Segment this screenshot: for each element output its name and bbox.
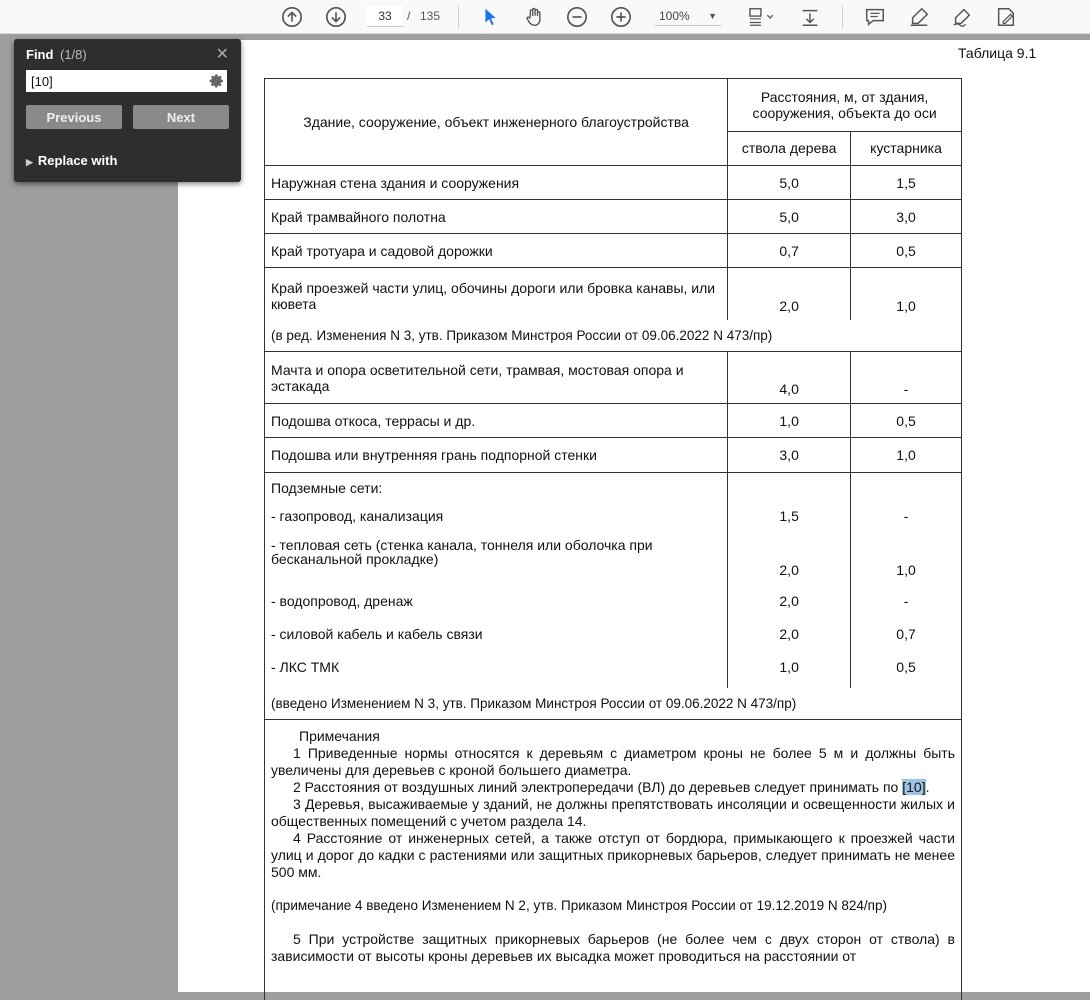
notes-section — [265, 720, 961, 965]
row-tree: 2,0 — [728, 268, 851, 320]
toolbar-divider — [842, 6, 843, 28]
row-name: Подошва или внутренняя грань подпорной стенки — [265, 438, 728, 473]
find-result-count: (1/8) — [60, 47, 87, 62]
comment-icon[interactable] — [861, 3, 889, 31]
page-separator: / — [407, 9, 411, 23]
zoom-value: 100% — [659, 8, 690, 23]
row-tree: 5,0 — [728, 200, 851, 234]
header-distance: Расстояния, м, от здания, сооружения, объекта до оси — [728, 79, 962, 132]
table-number: Таблица 9.1 — [958, 45, 1037, 61]
header-tree: ствола дерева — [728, 131, 851, 165]
table-row — [265, 404, 962, 438]
row-name: Край тротуара и садовой дорожки — [265, 234, 728, 268]
sub-name: - водопровод, дренаж — [271, 592, 413, 609]
sub-shrub: - — [903, 592, 909, 609]
sub-tree: 1,0 — [779, 658, 799, 675]
pdf-toolbar — [0, 0, 1090, 34]
sub-shrub: - — [903, 507, 909, 524]
sub-shrub: 0,7 — [896, 625, 916, 642]
row-name: Мачта и опора осветительной сети, трамвая, мостовая опора и эстакада — [265, 352, 728, 404]
sub-tree: 2,0 — [779, 592, 799, 609]
highlight-icon[interactable] — [905, 3, 933, 31]
notes-title: Примечания — [299, 728, 380, 744]
table-row — [265, 268, 962, 320]
zoom-in-icon[interactable] — [607, 3, 635, 31]
chevron-right-icon: ▶ — [26, 157, 33, 167]
header-shrub: кустарника — [851, 131, 962, 165]
next-button[interactable]: Next — [133, 105, 229, 129]
sub-tree: 2,0 — [779, 562, 799, 578]
table-row — [265, 473, 962, 688]
sub-tree: 1,5 — [779, 507, 799, 524]
gear-icon[interactable] — [209, 73, 225, 89]
row-shrub: - — [851, 352, 962, 404]
toolbar-divider — [458, 6, 459, 28]
note-1: 1 Приведенные нормы относятся к деревьям с диаметром кроны не более 5 м и должны быть увеличены для деревьев с кроной большего диаметра. — [271, 745, 955, 778]
page-number-input[interactable] — [367, 6, 403, 27]
header-object: Здание, сооружение, объект инженерного благоустройства — [265, 79, 728, 166]
sub-name: - газопровод, канализация — [271, 507, 444, 524]
row-amendment-note: (в ред. Изменения N 3, утв. Приказом Минстроя России от 09.06.2022 N 473/пр) — [265, 320, 962, 352]
row-shrub: 0,5 — [851, 234, 962, 268]
row-tree: 4,0 — [728, 352, 851, 404]
prev-page-icon[interactable] — [278, 3, 306, 31]
row-tree: 5,0 — [728, 166, 851, 200]
row-shrub: 0,5 — [851, 404, 962, 438]
search-input[interactable] — [26, 70, 227, 92]
underground-title: Подземные сети: — [271, 480, 383, 496]
replace-with-toggle[interactable] — [26, 153, 117, 168]
scroll-mode-icon[interactable] — [796, 3, 824, 31]
search-highlight[interactable]: [10] — [902, 779, 926, 795]
row-tree: 3,0 — [728, 438, 851, 473]
note-3: 3 Деревья, высаживаемые у зданий, не должны препятствовать инсоляции и освещенности жилых и общественных помещений с учетом раздела 14. — [271, 796, 955, 829]
row-shrub: 1,5 — [851, 166, 962, 200]
row-shrub: 1,0 — [851, 268, 962, 320]
sub-name: - ЛКС ТМК — [271, 658, 340, 675]
distance-norms-table — [264, 78, 962, 1000]
fill-sign-icon[interactable] — [992, 3, 1020, 31]
row-shrub: 1,0 — [851, 438, 962, 473]
close-icon[interactable]: ✕ — [215, 46, 229, 63]
find-title: Find — [26, 47, 54, 62]
zoom-out-icon[interactable] — [563, 3, 591, 31]
table-row — [265, 200, 962, 234]
note-2: 2 Расстояния от воздушных линий электропередачи (ВЛ) до деревьев следует принимать по [10]. — [293, 779, 930, 795]
underground-amendment-note: (введено Изменением N 3, утв. Приказом Минстроя России от 09.06.2022 N 473/пр) — [265, 688, 962, 720]
zoom-select[interactable] — [655, 6, 721, 26]
sign-icon[interactable] — [948, 3, 976, 31]
table-row — [265, 352, 962, 404]
next-page-icon[interactable] — [322, 3, 350, 31]
page-total: 135 — [420, 9, 441, 23]
table-row — [265, 438, 962, 473]
row-tree: 0,7 — [728, 234, 851, 268]
sub-tree: 2,0 — [779, 625, 799, 642]
row-name: Подошва откоса, террасы и др. — [265, 404, 728, 438]
hand-icon[interactable] — [520, 3, 548, 31]
find-panel — [14, 39, 241, 182]
note-4: 4 Расстояние от инженерных сетей, а также отступ от бордюра, примыкающего к проезжей части улиц и дорог до кадки с растениями или защитных прикорневых барьеров, следует принимать не менее 500 мм. — [271, 830, 955, 880]
note-5: 5 При устройстве защитных прикорневых барьеров (не более чем с двух сторон от ствола) в зависимости от высоты кроны деревьев их высадка может проводиться на расстоянии от — [271, 931, 955, 964]
previous-button[interactable]: Previous — [26, 105, 122, 129]
row-name: Наружная стена здания и сооружения — [265, 166, 728, 200]
sub-shrub: 0,5 — [896, 658, 916, 675]
row-name: Край трамвайного полотна — [265, 200, 728, 234]
sub-name: - силовой кабель и кабель связи — [271, 625, 483, 642]
chevron-down-icon: ▼ — [708, 10, 717, 21]
table-row — [265, 166, 962, 200]
sub-name: - тепловая сеть (стенка канала, тоннеля или оболочка при бесканальной прокладке) — [271, 537, 653, 567]
select-cursor-icon[interactable] — [476, 3, 504, 31]
table-row — [265, 234, 962, 268]
row-shrub: 3,0 — [851, 200, 962, 234]
row-name: Край проезжей части улиц, обочины дороги или бровка канавы, или кювета — [265, 268, 728, 320]
row-tree: 1,0 — [728, 404, 851, 438]
fit-page-icon[interactable] — [742, 3, 778, 31]
sub-shrub: 1,0 — [896, 562, 916, 578]
note-4-amendment: (примечание 4 введено Изменением N 2, утв. Приказом Минстроя России от 19.12.2019 N 824/пр) — [271, 898, 887, 913]
replace-label: Replace with — [37, 153, 118, 168]
